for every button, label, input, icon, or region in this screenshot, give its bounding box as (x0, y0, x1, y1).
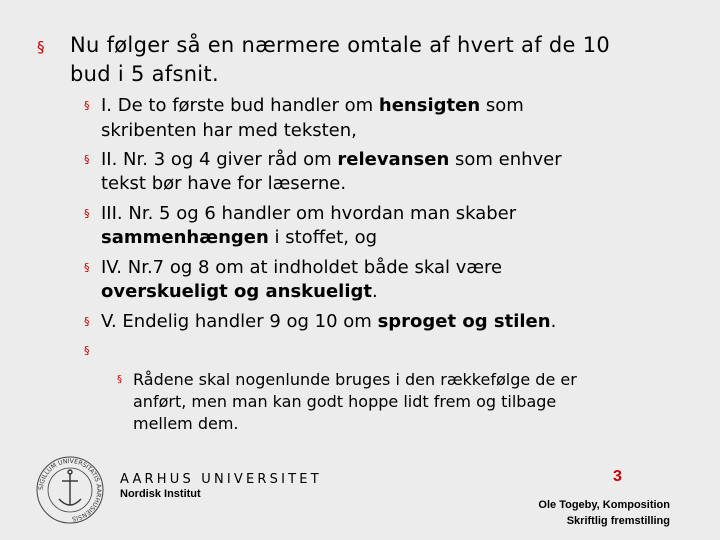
bullet-marker: § (84, 153, 90, 166)
note-line-3: mellem dem. (133, 414, 239, 433)
bullet-marker: § (84, 315, 90, 328)
sub-point-2-line-1: II. Nr. 3 og 4 giver råd om relevansen som enhver (101, 149, 562, 170)
university-seal-logo (35, 455, 105, 525)
bullet-marker: § (37, 38, 45, 56)
sub-point-4-line-1: IV. Nr.7 og 8 om at indholdet både skal være (101, 257, 503, 278)
page-number: 3 (613, 468, 622, 485)
sub-point-1-line-2: skribenten har med teksten, (101, 120, 357, 141)
sub-point-3-line-2: sammenhængen i stoffet, og (101, 227, 378, 248)
author-line-1: Ole Togeby, Komposition (538, 499, 670, 511)
bullet-marker: § (84, 207, 90, 220)
sub-point-5-line-1: V. Endelig handler 9 og 10 om sproget og stilen. (101, 311, 557, 332)
bullet-marker: § (117, 374, 122, 385)
svg-text:SIGILLUM UNIVERSITATIS AARHUSI: SIGILLUM UNIVERSITATIS AARHUSIENSIS (37, 457, 103, 522)
note-line-1: Rådene skal nogenlunde bruges i den rækkefølge de er (133, 370, 577, 389)
main-point-line-2: bud i 5 afsnit. (70, 62, 219, 86)
institute-name: Nordisk Institut (120, 488, 201, 500)
university-name: AARHUS UNIVERSITET (120, 472, 322, 487)
bullet-marker: § (84, 99, 90, 112)
bullet-marker-empty: § (84, 344, 90, 357)
author-line-2: Skriftlig fremstilling (566, 515, 670, 527)
sub-point-3-line-1: III. Nr. 5 og 6 handler om hvordan man skaber (101, 203, 517, 224)
main-point-line-1: Nu følger så en nærmere omtale af hvert af de 10 (70, 33, 611, 57)
sub-point-1-line-1: I. De to første bud handler om hensigten som (101, 95, 524, 116)
bullet-marker: § (84, 261, 90, 274)
sub-point-2-line-2: tekst bør have for læserne. (101, 173, 347, 194)
author-block (538, 497, 670, 529)
sub-point-4-line-2: overskueligt og anskueligt. (101, 281, 378, 302)
note-line-2: anført, men man kan godt hoppe lidt frem og tilbage (133, 392, 557, 411)
